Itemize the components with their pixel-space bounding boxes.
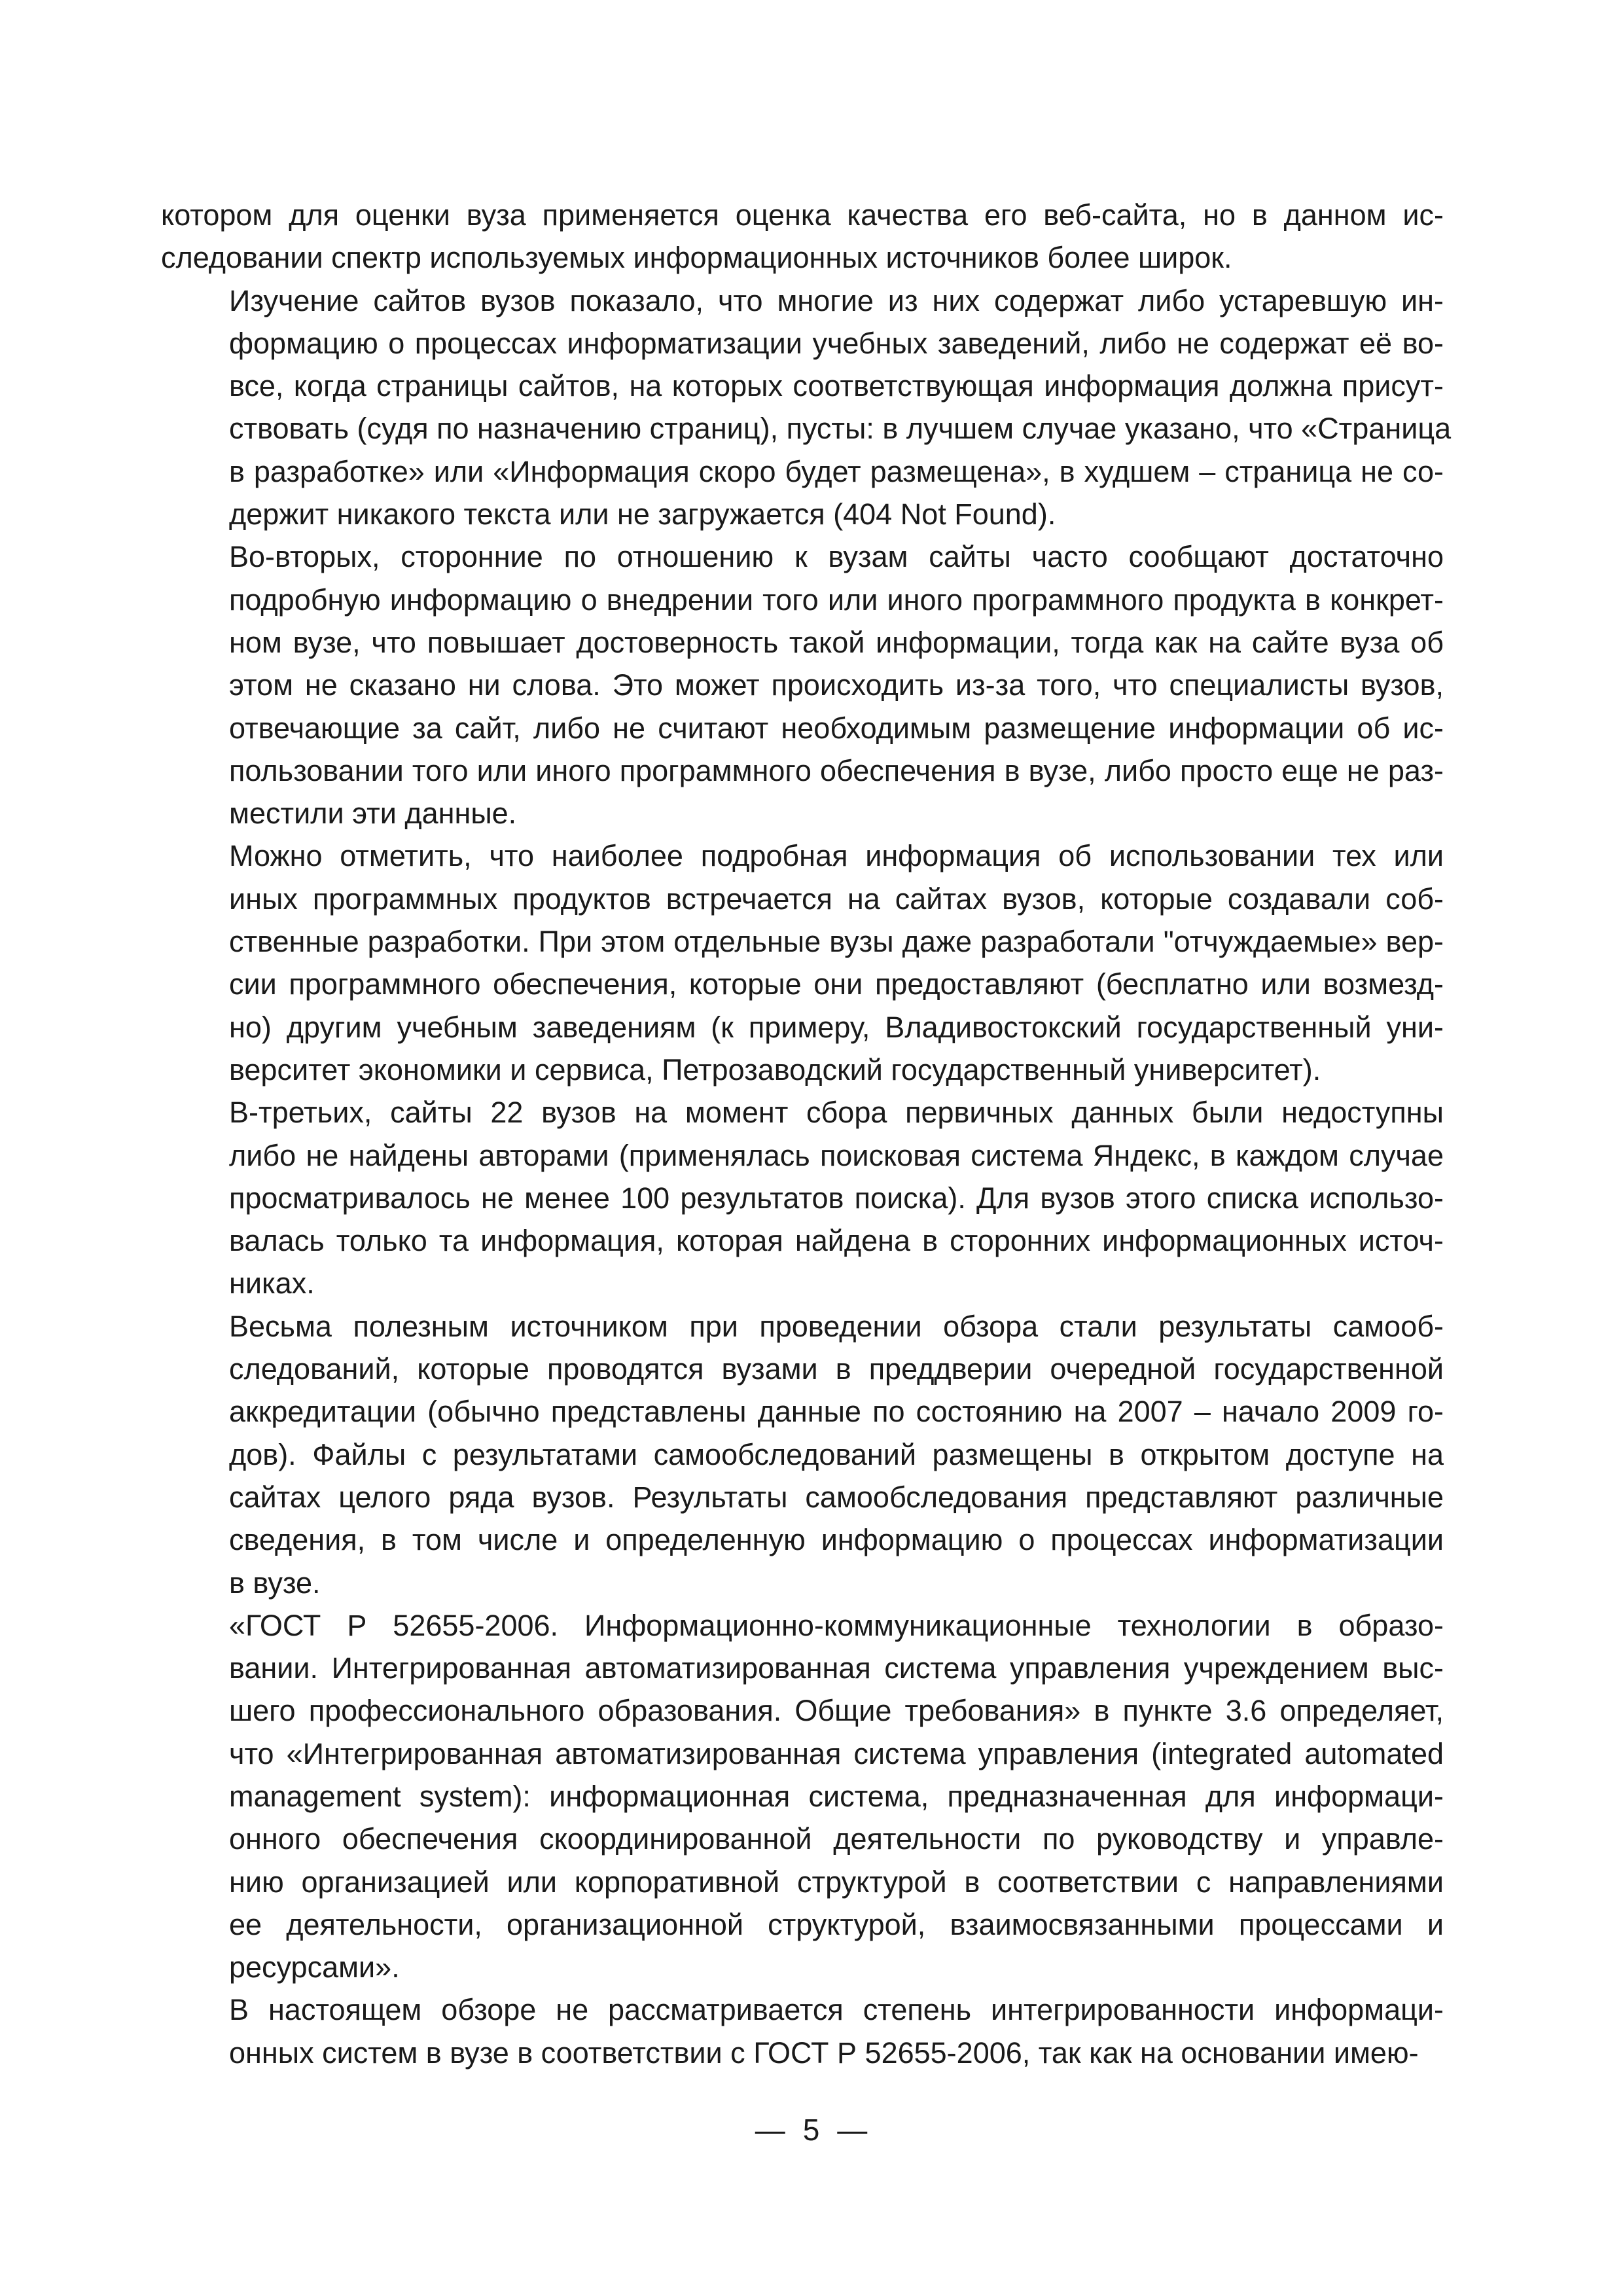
paragraph xyxy=(161,1305,1444,1604)
text-line: этом не сказано ни слова. Это может происходить из-за того, что специалисты вузов, xyxy=(229,668,1444,702)
text-line: В настоящем обзоре не рассматривается степень интегрированности информаци- xyxy=(229,1993,1444,2027)
text-line: местили эти данные. xyxy=(229,797,517,831)
paragraph xyxy=(161,279,1452,536)
text-line: аккредитации (обычно представлены данные по состоянию на 2007 – начало 2009 го- xyxy=(229,1395,1444,1429)
text-line: следований, которые проводятся вузами в преддверии очередной государственной xyxy=(229,1352,1444,1386)
text-line: сии программного обеспечения, которые они предоставляют (бесплатно или возмезд- xyxy=(229,967,1444,1001)
text-line: либо не найдены авторами (применялась поисковая система Яндекс, в каждом случае xyxy=(229,1138,1444,1172)
text-line: нию организацией или корпоративной структурой в соответствии с направлениями xyxy=(229,1865,1444,1899)
text-line: пользовании того или иного программного обеспечения в вузе, либо просто еще не раз- xyxy=(229,753,1444,787)
text-line: ресурсами». xyxy=(229,1950,400,1984)
text-line: шего профессионального образования. Общие требования» в пункте 3.6 определяет, xyxy=(229,1694,1444,1728)
paragraph xyxy=(161,1604,1444,1989)
paragraph xyxy=(161,535,1444,834)
text-line: что «Интегрированная автоматизированная система управления (integrated automated xyxy=(229,1736,1444,1770)
text-line: «ГОСТ Р 52655-2006. Информационно-коммуникационные технологии в образо- xyxy=(229,1608,1444,1642)
text-line: формацию о процессах информатизации учебных заведений, либо не содержат её во- xyxy=(229,326,1444,360)
text-line: все, когда страницы сайтов, на которых соответствующая информация должна присут- xyxy=(229,369,1444,403)
text-line: ствовать (судя по назначению страниц), пусты: в лучшем случае указано, что «Страница xyxy=(229,412,1452,446)
text-line: в вузе. xyxy=(229,1566,321,1600)
paragraph xyxy=(161,1091,1444,1304)
text-line: сайтах целого ряда вузов. Результаты самообследования представляют различные xyxy=(229,1480,1444,1514)
text-line: В-третьих, сайты 22 вузов на момент сбора первичных данных были недоступны xyxy=(229,1096,1444,1130)
paragraph xyxy=(161,834,1444,1091)
text-line: котором для оценки вуза применяется оценка качества его веб-сайта, но в данном ис- xyxy=(161,198,1444,232)
text-line: просматривалось не менее 100 результатов поиска). Для вузов этого списка использо- xyxy=(229,1181,1444,1215)
text-line: Можно отметить, что наиболее подробная информация об использовании тех или xyxy=(229,839,1444,873)
paragraph xyxy=(161,194,1444,279)
text-line: держит никакого текста или не загружается (404 Not Found). xyxy=(229,497,1056,531)
text-line: онных систем в вузе в соответствии с ГОСТ Р 52655-2006, так как на основании имею- xyxy=(229,2036,1419,2070)
text-line: но) другим учебным заведениям (к примеру, Владивостокский государственный уни- xyxy=(229,1010,1444,1044)
text-line: Во-вторых, сторонние по отношению к вузам сайты часто сообщают достаточно xyxy=(229,540,1444,574)
text-line: вании. Интегрированная автоматизированная система управления учреждением выс- xyxy=(229,1651,1444,1685)
text-line: подробную информацию о внедрении того или иного программного продукта в конкрет- xyxy=(229,583,1444,617)
text-line: никах. xyxy=(229,1266,315,1300)
text-line: management system): информационная система, предназначенная для информаци- xyxy=(229,1779,1444,1813)
footer-dash-right: — xyxy=(837,2113,868,2147)
text-line: в разработке» или «Информация скоро будет размещена», в худшем – страница не со- xyxy=(229,454,1444,488)
paragraph xyxy=(161,1988,1444,2074)
text-line: ее деятельности, организационной структурой, взаимосвязанными процессами и xyxy=(229,1907,1444,1941)
text-line: валась только та информация, которая найдена в сторонних информационных источ- xyxy=(229,1224,1444,1258)
text-line: Весьма полезным источником при проведении обзора стали результаты самооб- xyxy=(229,1309,1444,1343)
text-line: отвечающие за сайт, либо не считают необходимым размещение информации об ис- xyxy=(229,711,1444,745)
text-line: дов). Файлы с результатами самообследований размещены в открытом доступе на xyxy=(229,1437,1444,1471)
text-line: ном вузе, что повышает достоверность такой информации, тогда как на сайте вуза об xyxy=(229,625,1444,659)
text-line: ственные разработки. При этом отдельные вузы даже разработали "отчуждаемые» вер- xyxy=(229,925,1444,959)
footer-dash-left: — xyxy=(755,2113,786,2147)
text-line: Изучение сайтов вузов показало, что многие из них содержат либо устаревшую ин- xyxy=(229,283,1444,317)
page-number: 5 xyxy=(802,2113,821,2147)
text-line: следовании спектр используемых информационных источников более широк. xyxy=(161,241,1232,275)
text-line: сведения, в том числе и определенную информацию о процессах информатизации xyxy=(229,1523,1444,1557)
text-line: иных программных продуктов встречается на сайтах вузов, которые создавали соб- xyxy=(229,882,1444,916)
body-text xyxy=(161,194,1452,2074)
text-line: верситет экономики и сервиса, Петрозаводский государственный университет). xyxy=(229,1052,1321,1086)
text-line: онного обеспечения скоординированной деятельности по руководству и управле- xyxy=(229,1822,1444,1856)
page-footer xyxy=(0,2110,1623,2149)
